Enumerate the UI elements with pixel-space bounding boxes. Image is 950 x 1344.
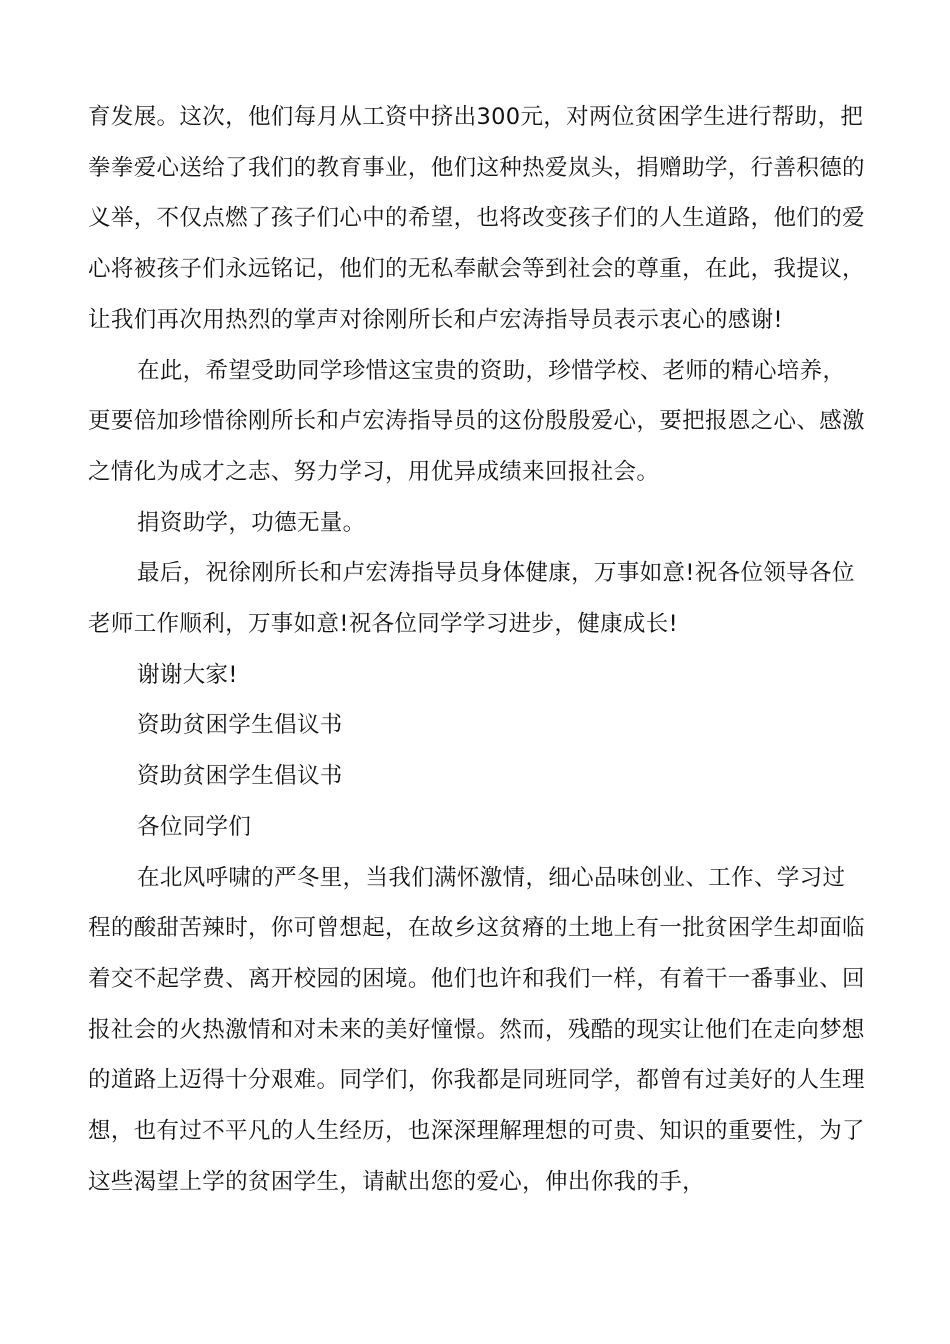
paragraph-motto: 捐资助学，功德无量。 (137, 509, 366, 536)
paragraph-closing-wishes: 最后，祝徐刚所长和卢宏涛指导员身体健康，万事如意!祝各位领导各位老师工作顺利，万事如意!祝各位同学学习进步，健康成长! (88, 560, 855, 638)
document-body (88, 92, 868, 1207)
paragraph-thanks: 谢谢大家! (137, 661, 238, 688)
paragraph-wish: 在此，希望受助同学珍惜这宝贵的资助，珍惜学校、老师的精心培养，更要倍加珍惜徐刚所长和卢宏涛指导员的这份殷殷爱心，要把报恩之心、感激之情化为成才之志、努力学习，用优异成绩来回报社会。 (88, 357, 865, 485)
section-title-repeat: 资助贫困学生倡议书 (137, 763, 343, 790)
salutation: 各位同学们 (137, 813, 252, 840)
paragraph-continuation: 育发展。这次，他们每月从工资中挤出300元，对两位贫困学生进行帮助，把拳拳爱心送给了我们的教育事业，他们这种热爱岚头，捐赠助学，行善积德的义举，不仅点燃了孩子们心中的希望，也将改变孩子们的人生道路，他们的爱心将被孩子们永远铭记，他们的无私奉献会等到社会的尊重，在此，我提议，让我们再次用热烈的掌声对徐刚所长和卢宏涛指导员表示衷心的感谢! (88, 104, 865, 333)
paragraph-appeal: 在北风呼啸的严冬里，当我们满怀激情，细心品味创业、工作、学习过程的酸甜苦辣时，你可曾想起，在故乡这贫瘠的土地上有一批贫困学生却面临着交不起学费、离开校园的困境。他们也许和我们一样，有着干一番事业、回报社会的火热激情和对未来的美好憧憬。然而，残酷的现实让他们在走向梦想的道路上迈得十分艰难。同学们，你我都是同班同学，都曾有过美好的人生理想，也有过不平凡的人生经历，也深深理解理想的可贵、知识的重要性，为了这些渴望上学的贫困学生，请献出您的爱心，伸出你我的手， (88, 864, 865, 1195)
section-title: 资助贫困学生倡议书 (137, 712, 343, 739)
